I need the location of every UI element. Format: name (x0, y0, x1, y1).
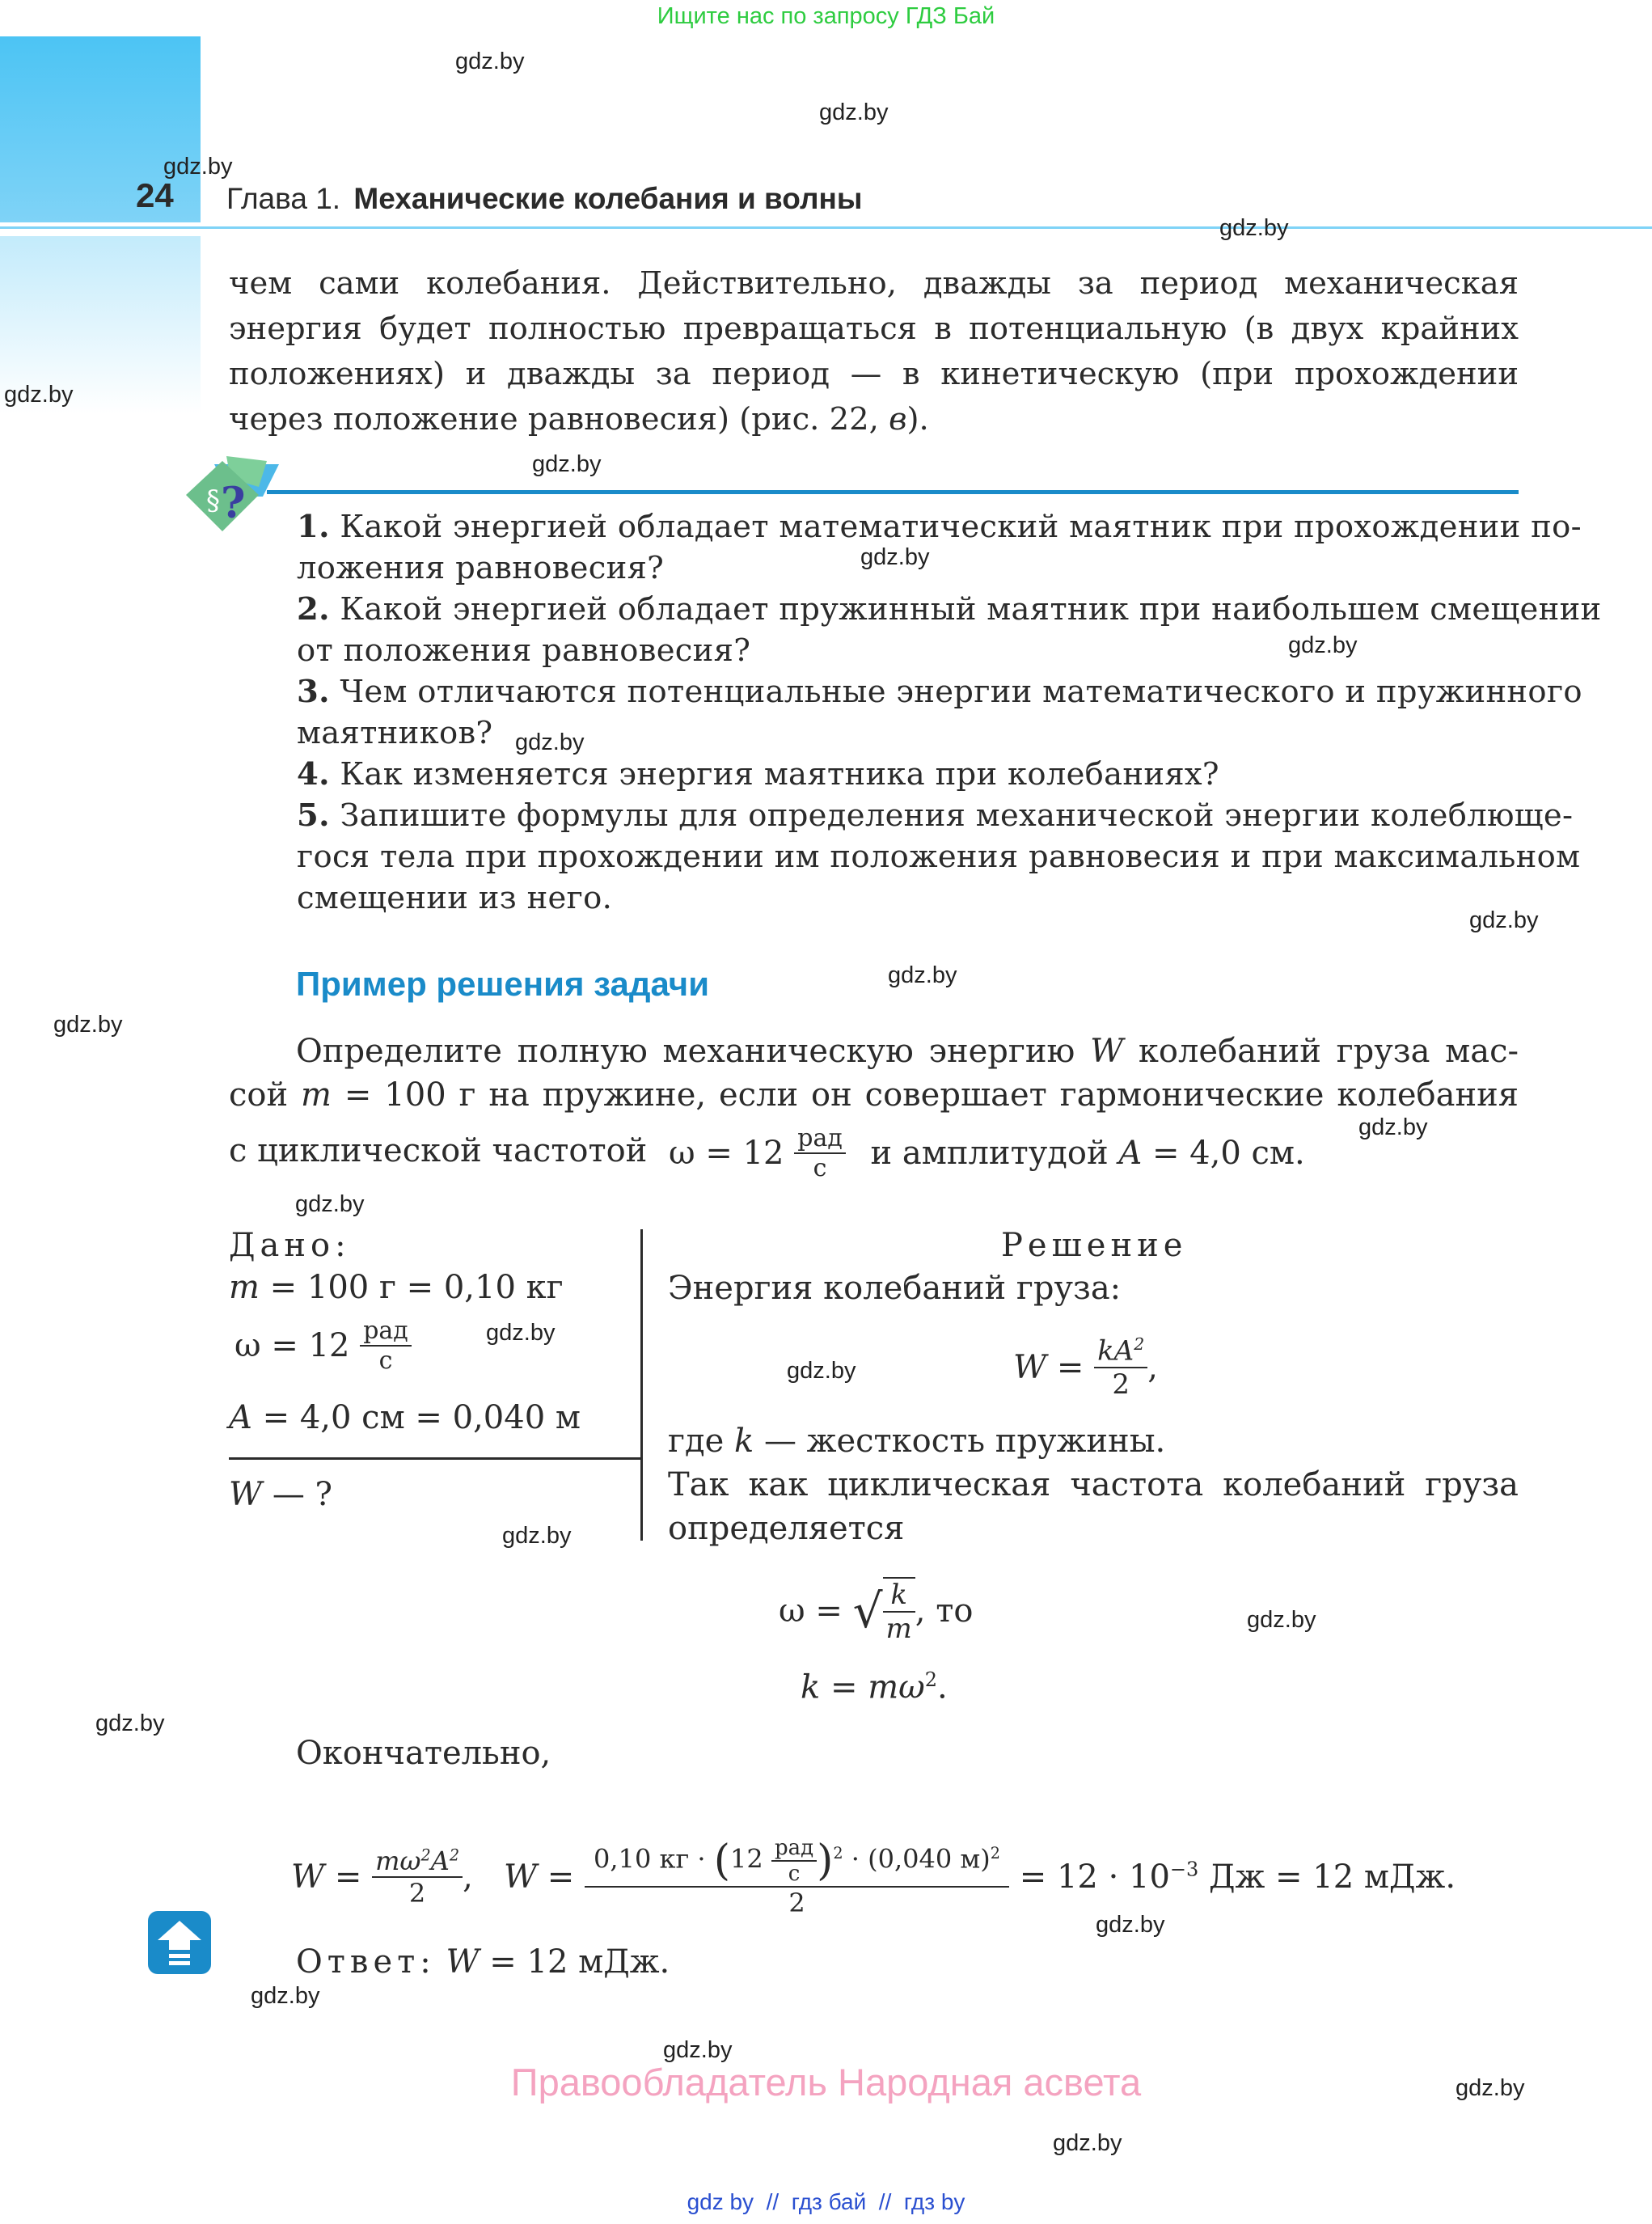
final-fraction-left: $\frac{m\omega^2A^2}{2}$ (372, 1846, 463, 1909)
solution-since (668, 1463, 1519, 1550)
given-value: = 100 г = 0,10 кг (259, 1269, 564, 1306)
unit-rad: рад (360, 1317, 412, 1347)
problem-text: с циклической частотой (229, 1132, 648, 1169)
solution-label: Решение (1001, 1227, 1188, 1264)
question-3 (297, 671, 1582, 712)
solution-where (668, 1423, 1165, 1460)
answer-icon (148, 1911, 211, 1974)
problem-text: Определите полную механическую энергию (296, 1033, 1091, 1070)
formula-exp: 2 (1134, 1334, 1145, 1354)
watermark: gdz.by (888, 962, 957, 988)
formula-den: 2 (788, 1888, 805, 1918)
watermark: gdz.by (95, 1710, 165, 1736)
final-result: = 12 · 10 (1019, 1858, 1170, 1896)
unit-s: с (788, 1862, 801, 1886)
given-value: ω = 12 (234, 1327, 350, 1364)
given-var: A (229, 1399, 252, 1436)
solution-line-1: Энергия колебаний груза: (668, 1270, 1122, 1307)
problem-text: и амплитудой (870, 1135, 1119, 1172)
formula-energy: W = $\frac{kA^2}{2}$ , (1013, 1334, 1158, 1402)
watermark: gdz.by (295, 1191, 365, 1217)
question-number: 4. (297, 756, 330, 793)
watermark: gdz.by (819, 99, 889, 125)
question-1 (297, 506, 1582, 548)
question-2-cont: от положения равновесия? (297, 632, 751, 669)
final-result-tail: Дж = 12 мДж. (1198, 1858, 1456, 1896)
formula-num: 12 (730, 1843, 763, 1875)
formula-num: mω (375, 1846, 421, 1876)
unit-fraction (794, 1124, 846, 1182)
problem-line-1 (229, 1030, 1519, 1073)
watermark: gdz.by (532, 451, 602, 477)
unit-s: с (813, 1154, 827, 1182)
watermark: gdz.by (1053, 2130, 1122, 2156)
unit-fraction (360, 1317, 412, 1375)
formula-omega: ω = √ $\frac{k}{m}$ , то (779, 1579, 974, 1645)
watermark: gdz.by (486, 1320, 556, 1346)
watermark: gdz.by (1247, 1607, 1316, 1633)
header-rule (0, 226, 1652, 229)
formula-k: $k = m\omega^2$. (801, 1668, 948, 1706)
question-text: Чем отличаются потенциальные энергии математического и пружинного (340, 674, 1582, 710)
svg-text:?: ? (221, 479, 246, 528)
intro-last-end: ). (906, 401, 929, 438)
example-heading: Пример решения задачи (296, 965, 710, 1003)
watermark: gdz.by (455, 49, 525, 74)
answer (296, 1943, 670, 1981)
question-4 (297, 754, 1519, 795)
intro-line: чем сами колебания. Действительно, дважды за период механическая (229, 265, 1519, 302)
solution-text: где (668, 1423, 734, 1460)
question-3-cont: маятников? (297, 715, 493, 751)
problem-text: сой (229, 1076, 302, 1114)
given-divider (640, 1229, 643, 1541)
watermark: gdz.by (502, 1523, 572, 1549)
solution-text: — жесткость пружины. (754, 1423, 1166, 1460)
question-text: Как изменяется энергия маятника при колебаниях? (340, 756, 1219, 793)
watermark: gdz.by (1288, 632, 1358, 658)
formula-rhs: = mω (820, 1668, 925, 1706)
question-2 (297, 589, 1602, 630)
formula-den: 2 (1112, 1368, 1130, 1402)
final-result-exp: −3 (1169, 1858, 1199, 1881)
solution-var: k (733, 1423, 754, 1460)
unit-rad: рад (794, 1124, 846, 1154)
answer-var: W (446, 1943, 480, 1981)
formula-den: m (885, 1613, 912, 1645)
questions-rule (267, 490, 1519, 494)
formula-var: W (503, 1858, 538, 1896)
question-number: 5. (297, 797, 330, 834)
problem-statement (229, 1030, 1519, 1117)
intro-line: энергия будет полностью превращаться в потенциальную (в двух крайних (229, 311, 1519, 347)
formula-num: A (430, 1846, 450, 1876)
formula-exp: 2 (924, 1668, 938, 1691)
watermark: gdz.by (1469, 907, 1539, 933)
answer-label: Ответ: (296, 1943, 436, 1981)
unit-rad: рад (771, 1836, 817, 1862)
watermark: gdz.by (663, 2037, 733, 2063)
chapter-header (226, 182, 862, 216)
given-var: m (229, 1269, 260, 1306)
given-rule (229, 1457, 641, 1460)
page-number: 24 (136, 176, 174, 214)
formula-var: W (291, 1858, 325, 1896)
given-find (229, 1476, 332, 1513)
question-text: Запишите формулы для определения механической энергии колеблюще- (340, 797, 1574, 834)
given-amplitude (229, 1399, 581, 1436)
watermark: gdz.by (860, 544, 930, 570)
question-5-cont2: смещении из него. (297, 880, 613, 916)
top-search-banner: Ищите нас по запросу ГДЗ Бай (657, 3, 995, 29)
given-label: Дано: (229, 1227, 351, 1264)
solution-text: , то (915, 1592, 974, 1630)
problem-text: = 100 г на пружине, если он совершает гармонические колебания (331, 1076, 1519, 1114)
watermark: gdz.by (53, 1012, 123, 1038)
chapter-title: Механические колебания и волны (353, 182, 863, 215)
answer-value: = 12 мДж. (479, 1943, 670, 1981)
intro-last-start: через положение равновесия) (рис. 22, (229, 401, 889, 438)
svg-text:§: § (206, 484, 220, 517)
problem-var: A (1118, 1135, 1143, 1172)
intro-figure-letter: в (889, 401, 907, 438)
chapter-prefix: Глава 1. (226, 182, 341, 215)
formula-fraction (1094, 1334, 1147, 1401)
watermark: gdz.by (1096, 1912, 1165, 1938)
watermark: gdz.by (251, 1983, 320, 2009)
omega-value: ω = 12 (669, 1135, 784, 1172)
copyright-notice: Правообладатель Народная асвета (510, 2061, 1142, 2103)
formula-lhs: ω = (779, 1592, 843, 1630)
watermark: gdz.by (1456, 2075, 1525, 2101)
intro-paragraph (229, 261, 1519, 442)
footer-links[interactable]: gdz by // гдз бай // гдз by (687, 2189, 965, 2214)
watermark: gdz.by (4, 382, 74, 408)
intro-line: положениях) и дважды за период — в кинетическую (при прохождении (229, 356, 1519, 392)
solution-text: определяется (668, 1510, 905, 1547)
given-value: — ? (262, 1476, 332, 1513)
question-text: Какой энергией обладает пружинный маятник при наибольшем смещении (340, 591, 1602, 628)
watermark: gdz.by (515, 729, 585, 755)
given-mass (229, 1269, 564, 1306)
formula-var: W (1013, 1349, 1047, 1387)
question-5 (297, 795, 1574, 836)
unit-fraction (771, 1836, 817, 1886)
problem-line-3 (229, 1124, 1305, 1182)
watermark: gdz.by (163, 154, 233, 180)
formula-final: W = $\frac{m\omega^2A^2}{2}$ , W = 0,10 кг · (12 $\frac{\text{рад}}{с}$ )$^2$ · (0,040 м)$^2$ 2 = $12 \cdot 10^{-3}$ Дж = 12 мДж. (291, 1836, 1456, 1918)
watermark: gdz.by (1358, 1114, 1428, 1140)
question-number: 2. (297, 591, 330, 628)
watermark: gdz.by (1219, 215, 1289, 241)
given-var: W (229, 1476, 263, 1513)
formula-num: k (883, 1579, 915, 1613)
watermark: gdz.by (787, 1358, 856, 1384)
formula-num: kA (1097, 1334, 1134, 1368)
formula-var: k (801, 1668, 821, 1706)
problem-text: = 4,0 см. (1142, 1135, 1305, 1172)
final-fraction-big: 0,10 кг · (12 $\frac{\text{рад}}{с}$ )$^2$ · (0,040 м)$^2$ 2 (585, 1836, 1009, 1918)
question-number: 1. (297, 509, 330, 545)
problem-text: колебаний груза мас- (1123, 1033, 1519, 1070)
question-1-cont: ложения равновесия? (297, 550, 665, 586)
intro-line-last (229, 397, 1519, 442)
question-number: 3. (297, 674, 330, 710)
solution-text: Так как циклическая частота колебаний груза (668, 1466, 1519, 1503)
formula-num: · (0,040 м) (851, 1843, 991, 1875)
given-omega (234, 1317, 412, 1375)
sqrt-fraction (883, 1577, 915, 1645)
unit-s: с (378, 1347, 393, 1375)
section-question-icon (182, 455, 279, 543)
question-5-cont: гося тела при прохождении им положения равновесия и при максимальном (297, 839, 1581, 875)
problem-line-2 (229, 1073, 1519, 1117)
formula-num: 0,10 кг · (594, 1843, 706, 1875)
problem-var: W (1090, 1033, 1124, 1070)
formula-den: 2 (408, 1878, 426, 1909)
solution-finally: Окончательно, (296, 1735, 551, 1772)
question-text: Какой энергией обладает математический маятник при прохождении по- (340, 509, 1582, 545)
problem-var: m (301, 1076, 332, 1114)
given-value: = 4,0 см = 0,040 м (251, 1399, 581, 1436)
